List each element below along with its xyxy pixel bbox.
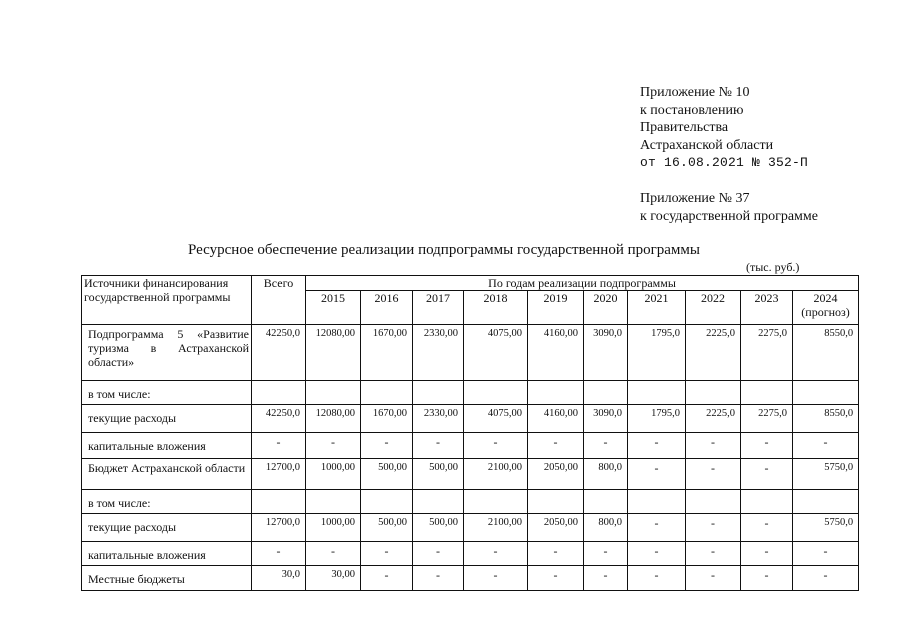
table-cell: - (741, 514, 793, 542)
header-year: 2015 (306, 291, 361, 325)
table-cell: - (686, 433, 741, 459)
appendix-header-top (640, 84, 808, 172)
table-cell: - (628, 566, 686, 591)
header-source: Источники финансирования государственной программы (82, 276, 252, 325)
table-cell (464, 490, 528, 514)
table-cell: - (584, 433, 628, 459)
table-cell (793, 381, 859, 405)
table-cell (528, 490, 584, 514)
row-label: Подпрограмма 5 «Развитие туризма в Астраханской области» (82, 325, 252, 381)
table-cell: 2225,0 (686, 325, 741, 381)
table-cell (252, 381, 306, 405)
appendix-line: Правительства (640, 120, 729, 135)
table-cell: 2100,00 (464, 514, 528, 542)
table-cell: 2330,00 (413, 325, 464, 381)
appendix-line: к постановлению (640, 102, 744, 118)
row-label: в том числе: (82, 381, 252, 405)
table-row (82, 566, 859, 591)
table-cell (306, 490, 361, 514)
table-cell: - (741, 566, 793, 591)
table-cell (413, 381, 464, 405)
table-cell: - (528, 433, 584, 459)
table-cell: - (464, 566, 528, 591)
units-note: (тыс. руб.) (746, 260, 800, 274)
header-years-span: По годам реализации подпрограммы (306, 276, 859, 291)
row-label: текущие расходы (82, 514, 252, 542)
table-cell: - (628, 459, 686, 490)
table-cell: - (628, 542, 686, 566)
table-row (82, 433, 859, 459)
table-cell: 800,0 (584, 459, 628, 490)
header-year: 2024 (прогноз) (793, 291, 859, 325)
table-cell (628, 490, 686, 514)
row-label: в том числе: (82, 490, 252, 514)
appendix-header-bottom (640, 190, 818, 225)
header-year: 2023 (741, 291, 793, 325)
table-cell: - (628, 514, 686, 542)
table-cell: 2225,0 (686, 405, 741, 433)
table-cell: 42250,0 (252, 405, 306, 433)
table-cell: 1670,00 (361, 325, 413, 381)
table-cell (528, 381, 584, 405)
table-cell: 5750,0 (793, 459, 859, 490)
table-cell (741, 490, 793, 514)
table-cell: 42250,0 (252, 325, 306, 381)
table-cell (361, 490, 413, 514)
appendix-line: Приложение № 37 (640, 191, 750, 206)
table-cell: 2050,00 (528, 459, 584, 490)
table-cell: 2050,00 (528, 514, 584, 542)
table-cell: 8550,0 (793, 325, 859, 381)
table-cell: - (686, 542, 741, 566)
table-cell: 12700,0 (252, 459, 306, 490)
table-cell (686, 490, 741, 514)
header-year: 2018 (464, 291, 528, 325)
table-cell (741, 381, 793, 405)
table-cell: 12080,00 (306, 325, 361, 381)
table-cell: - (361, 566, 413, 591)
row-label: капитальные вложения (82, 433, 252, 459)
header-year: 2020 (584, 291, 628, 325)
table-cell: - (413, 566, 464, 591)
table-cell: 1000,00 (306, 459, 361, 490)
table-cell: - (741, 459, 793, 490)
table-cell (686, 381, 741, 405)
table-row (82, 381, 859, 405)
table-row (82, 514, 859, 542)
header-total: Всего (252, 276, 306, 325)
table-cell: 2100,00 (464, 459, 528, 490)
appendix-line: Приложение № 10 (640, 85, 750, 100)
table-cell: 2330,00 (413, 405, 464, 433)
table-cell: 500,00 (413, 459, 464, 490)
table-row (82, 405, 859, 433)
row-label: Местные бюджеты (82, 566, 252, 591)
table-cell: 3090,0 (584, 325, 628, 381)
table-cell: 1795,0 (628, 405, 686, 433)
table-cell (361, 381, 413, 405)
table-cell: - (252, 542, 306, 566)
table-cell: 2275,0 (741, 325, 793, 381)
table-cell: - (686, 459, 741, 490)
table-cell: - (306, 542, 361, 566)
table-cell: - (741, 542, 793, 566)
table-cell: - (793, 433, 859, 459)
header-year: 2017 (413, 291, 464, 325)
table-cell: 4160,00 (528, 325, 584, 381)
row-label: текущие расходы (82, 405, 252, 433)
table-cell: - (306, 433, 361, 459)
table-row (82, 542, 859, 566)
funding-table (81, 275, 859, 591)
table-cell: 500,00 (361, 514, 413, 542)
table-cell: - (686, 566, 741, 591)
table-cell: - (584, 542, 628, 566)
table-cell: 12700,0 (252, 514, 306, 542)
table-cell: - (361, 542, 413, 566)
table-cell: 4160,00 (528, 405, 584, 433)
table-row (82, 325, 859, 381)
table-cell: 3090,0 (584, 405, 628, 433)
table-cell: - (413, 433, 464, 459)
table-cell: - (584, 566, 628, 591)
table-cell (584, 381, 628, 405)
table-cell: 12080,00 (306, 405, 361, 433)
table-cell (793, 490, 859, 514)
table-cell (252, 490, 306, 514)
table-cell: 500,00 (413, 514, 464, 542)
table-cell: 30,00 (306, 566, 361, 591)
table-cell (584, 490, 628, 514)
table-cell (413, 490, 464, 514)
table-row (82, 459, 859, 490)
table-cell: 1000,00 (306, 514, 361, 542)
header-year: 2021 (628, 291, 686, 325)
table-cell (306, 381, 361, 405)
table-cell: 4075,00 (464, 325, 528, 381)
table-cell: - (793, 542, 859, 566)
table-cell: - (528, 542, 584, 566)
table-cell: - (252, 433, 306, 459)
table-cell (628, 381, 686, 405)
table-cell: 1795,0 (628, 325, 686, 381)
row-label: Бюджет Астраханской области (82, 459, 252, 490)
table-cell: - (413, 542, 464, 566)
table-cell: 1670,00 (361, 405, 413, 433)
table-cell: - (686, 514, 741, 542)
table-row (82, 490, 859, 514)
appendix-line: к государственной программе (640, 208, 818, 224)
table-cell: 2275,0 (741, 405, 793, 433)
row-label: капитальные вложения (82, 542, 252, 566)
appendix-line: Астраханской области (640, 137, 774, 153)
table-cell: - (464, 433, 528, 459)
document-title: Ресурсное обеспечение реализации подпрограммы государственной программы (188, 242, 700, 258)
table-cell (464, 381, 528, 405)
table-cell: - (793, 566, 859, 591)
table-cell: - (628, 433, 686, 459)
table-cell: 800,0 (584, 514, 628, 542)
table-cell: - (528, 566, 584, 591)
table-cell: - (464, 542, 528, 566)
table-cell: 30,0 (252, 566, 306, 591)
table-cell: 500,00 (361, 459, 413, 490)
resolution-date-number: от 16.08.2021 № 352-П (640, 155, 809, 170)
table-cell: 5750,0 (793, 514, 859, 542)
table-cell: 4075,00 (464, 405, 528, 433)
header-year: 2016 (361, 291, 413, 325)
table-cell: 8550,0 (793, 405, 859, 433)
header-year: 2022 (686, 291, 741, 325)
table-cell: - (361, 433, 413, 459)
table-cell: - (741, 433, 793, 459)
header-year: 2019 (528, 291, 584, 325)
